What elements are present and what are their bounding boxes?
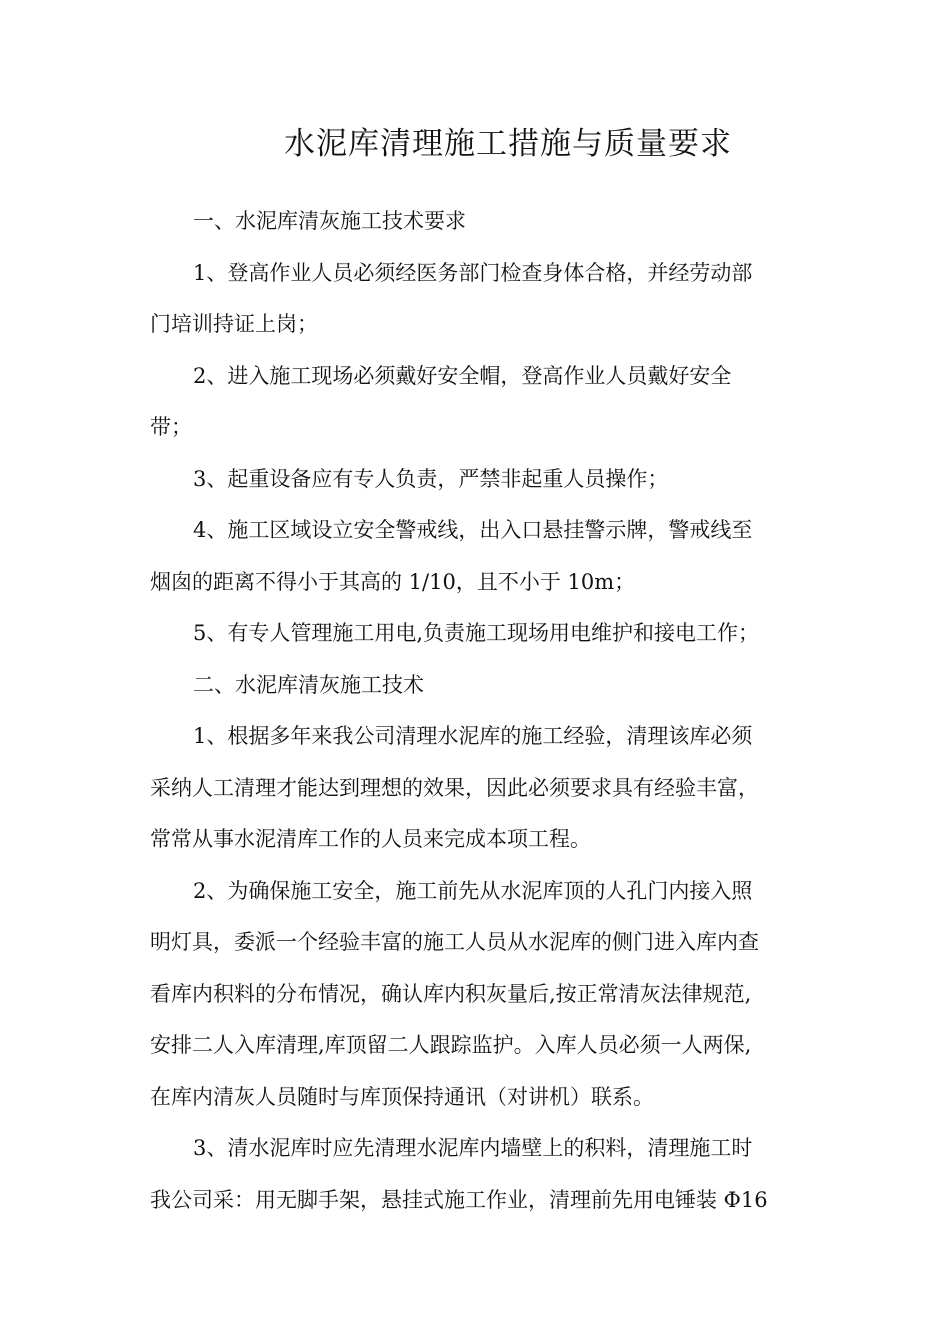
text-line: 我公司采：用无脚手架，悬挂式施工作业，清理前先用电锤装 Φ16 <box>150 1187 768 1212</box>
text-line: 二、水泥库清灰施工技术 <box>193 672 424 697</box>
text-line: 2、进入施工现场必须戴好安全帽，登高作业人员戴好安全 <box>193 363 732 388</box>
text-line: 在库内清灰人员随时与库顶保持通讯（对讲机）联系。 <box>150 1084 654 1109</box>
text-line: 看库内积料的分布情况，确认库内积灰量后,按正常清灰法律规范, <box>150 981 752 1006</box>
text-line: 烟囱的距离不得小于其高的 1/10，且不小于 10m； <box>150 569 636 594</box>
document-body <box>150 196 805 1226</box>
text-line: 安排二人入库清理,库顶留二人跟踪监护。入库人员必须一人两保, <box>150 1033 752 1057</box>
text-line: 2、为确保施工安全，施工前先从水泥库顶的人孔门内接入照 <box>193 878 753 903</box>
text-line: 1、登高作业人员必须经医务部门检查身体合格，并经劳动部 <box>193 260 753 285</box>
text-line: 3、起重设备应有专人负责，严禁非起重人员操作； <box>193 466 669 491</box>
text-line: 5、有专人管理施工用电,负责施工现场用电维护和接电工作； <box>193 621 760 645</box>
text-line: 常常从事水泥清库工作的人员来完成本项工程。 <box>150 827 591 851</box>
text-line: 4、施工区域设立安全警戒线，出入口悬挂警示牌，警戒线至 <box>193 518 753 542</box>
text-line: 一、水泥库清灰施工技术要求 <box>193 209 466 233</box>
text-line: 带； <box>150 415 192 439</box>
document-title: 水泥库清理施工措施与质量要求 <box>284 126 732 162</box>
text-line: 门培训持证上岗； <box>150 312 318 336</box>
text-line: 采纳人工清理才能达到理想的效果，因此必须要求具有经验丰富， <box>150 775 759 800</box>
text-line: 1、根据多年来我公司清理水泥库的施工经验，清理该库必须 <box>193 724 753 748</box>
text-line: 明灯具，委派一个经验丰富的施工人员从水泥库的侧门进入库内查 <box>150 930 759 954</box>
text-line: 3、清水泥库时应先清理水泥库内墙壁上的积料，清理施工时 <box>193 1136 753 1160</box>
